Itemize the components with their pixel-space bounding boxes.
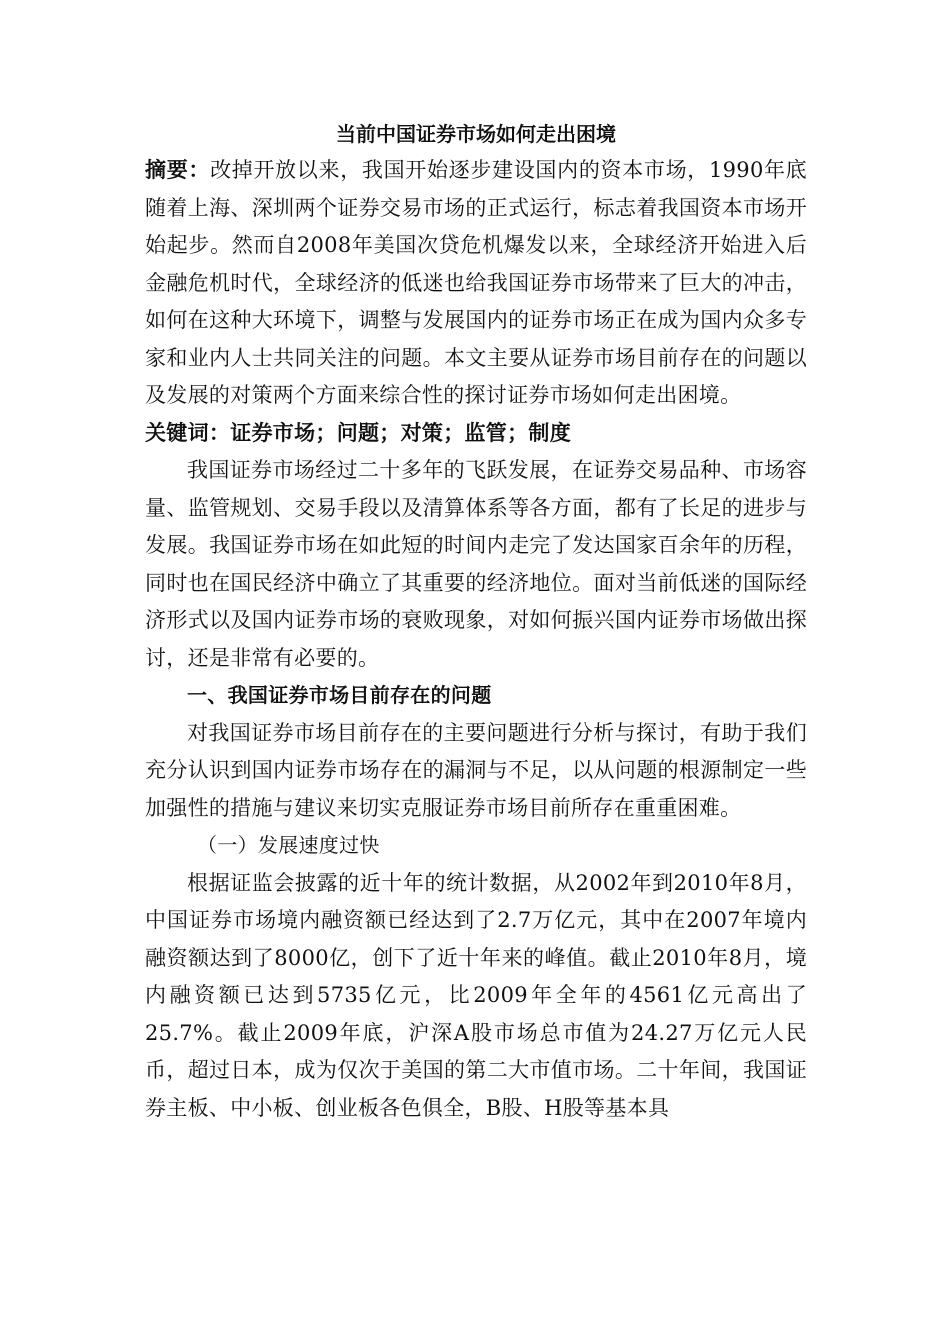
section-paragraph: 对我国证券市场目前存在的主要问题进行分析与探讨，有助于我们充分认识到国内证券市场存在的漏洞与不足，以从问题的根源制定一些加强性的措施与建议来切实克服证券市场目前所存在重重困难。 [145,720,807,820]
abstract-label: 摘要： [145,158,211,182]
subsection-paragraph: 根据证监会披露的近十年的统计数据，从2002年到2010年8月，中国证券市场境内融资额已经达到了2.7万亿元，其中在2007年境内融资额达到了8000亿，创下了近十年来的峰值。截止2010年8月，境内融资额已达到5735亿元，比2009年全年的4561亿元高出了25.7%。截止2009年底，沪深A股市场总市值为24.27万亿元人民币，超过日本，成为仅次于美国的第二大市值市场。二十年间，我国证券主板、中小板、创业板各色俱全，B股、H股等基本具 [145,870,807,1120]
keywords-paragraph [145,415,807,453]
subsection-heading: （一）发展速度过快 [197,833,380,857]
document-page [145,118,807,1127]
keywords-label: 关键词： [145,420,231,445]
keywords-text: 证券市场；问题；对策；监管；制度 [230,420,572,445]
intro-paragraph: 我国证券市场经过二十多年的飞跃发展，在证券交易品种、市场容量、监管规划、交易手段以及清算体系等各方面，都有了长足的进步与发展。我国证券市场在如此短的时间内走完了发达国家百余年的历程，同时也在国民经济中确立了其重要的经济地位。面对当前低迷的国际经济形式以及国内证券市场的衰败现象，对如何振兴国内证券市场做出探讨，还是非常有必要的。 [145,458,807,670]
document-title: 当前中国证券市场如何走出困境 [336,122,616,146]
abstract-paragraph [145,152,807,415]
section-heading: 一、我国证券市场目前存在的问题 [187,683,492,707]
abstract-text: 改掉开放以来，我国开始逐步建设国内的资本市场，1990年底随着上海、深圳两个证券交易市场的正式运行，标志着我国资本市场开始起步。然而自2008年美国次贷危机爆发以来，全球经济开始进入后金融危机时代，全球经济的低迷也给我国证券市场带来了巨大的冲击，如何在这种大环境下，调整与发展国内的证券市场正在成为国内众多专家和业内人士共同关注的问题。本文主要从证券市场目前存在的问题以及发展的对策两个方面来综合性的探讨证券市场如何走出困境。 [145,158,807,407]
